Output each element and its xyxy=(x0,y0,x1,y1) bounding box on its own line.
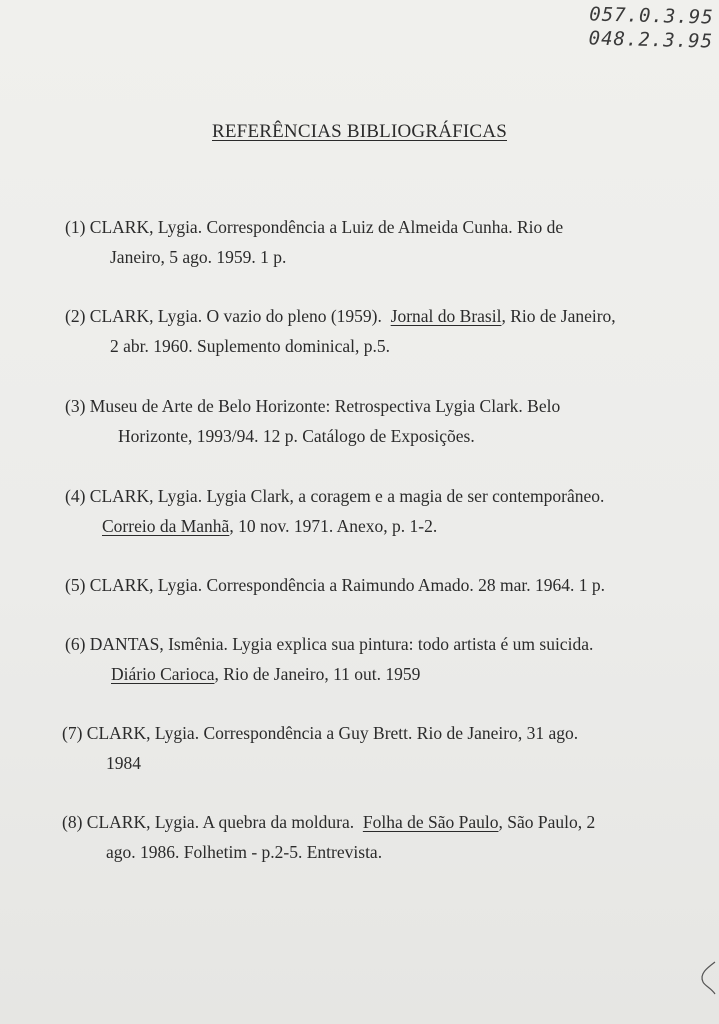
reference-4-line-1: (4) CLARK, Lygia. Lygia Clark, a coragem e a magia de ser contemporâneo. xyxy=(65,486,605,506)
reference-6-line-1: (6) DANTAS, Ismênia. Lygia explica sua pintura: todo artista é um suicida. xyxy=(65,634,594,654)
reference-8-line-1: (8) CLARK, Lygia. A quebra da moldura. Folha de São Paulo, São Paulo, 2 xyxy=(62,812,596,832)
page-title-text: REFERÊNCIAS BIBLIOGRÁFICAS xyxy=(212,121,507,142)
publication-title: Diário Carioca xyxy=(111,664,215,684)
reference-7-line-2: 1984 xyxy=(106,753,141,773)
handwritten-notes xyxy=(588,2,714,53)
handwritten-note-1: 057.0.3.95 xyxy=(588,3,714,29)
reference-2-line-2: 2 abr. 1960. Suplemento dominical, p.5. xyxy=(110,336,390,356)
reference-5-line-1: (5) CLARK, Lygia. Correspondência a Raimundo Amado. 28 mar. 1964. 1 p. xyxy=(65,575,605,595)
handwritten-note-2: 048.2.3.95 xyxy=(588,27,713,53)
reference-3-line-2: Horizonte, 1993/94. 12 p. Catálogo de Exposições. xyxy=(118,426,475,446)
reference-3-line-1: (3) Museu de Arte de Belo Horizonte: Retrospectiva Lygia Clark. Belo xyxy=(65,396,561,416)
pen-mark-icon xyxy=(695,960,717,996)
publication-title: Correio da Manhã xyxy=(102,516,230,536)
page-title xyxy=(0,121,719,143)
reference-2-line-1: (2) CLARK, Lygia. O vazio do pleno (1959). Jornal do Brasil, Rio de Janeiro, xyxy=(65,306,616,326)
reference-1-line-1: (1) CLARK, Lygia. Correspondência a Luiz de Almeida Cunha. Rio de xyxy=(65,217,564,237)
publication-title: Jornal do Brasil xyxy=(390,306,502,326)
publication-title: Folha de São Paulo xyxy=(362,812,499,832)
reference-4-line-2: Correio da Manhã, 10 nov. 1971. Anexo, p. 1-2. xyxy=(102,516,438,536)
reference-6-line-2: Diário Carioca, Rio de Janeiro, 11 out. 1959 xyxy=(111,664,421,684)
reference-8-line-2: ago. 1986. Folhetim - p.2-5. Entrevista. xyxy=(106,842,383,862)
reference-7-line-1: (7) CLARK, Lygia. Correspondência a Guy Brett. Rio de Janeiro, 31 ago. xyxy=(62,723,579,743)
reference-1-line-2: Janeiro, 5 ago. 1959. 1 p. xyxy=(110,247,287,267)
